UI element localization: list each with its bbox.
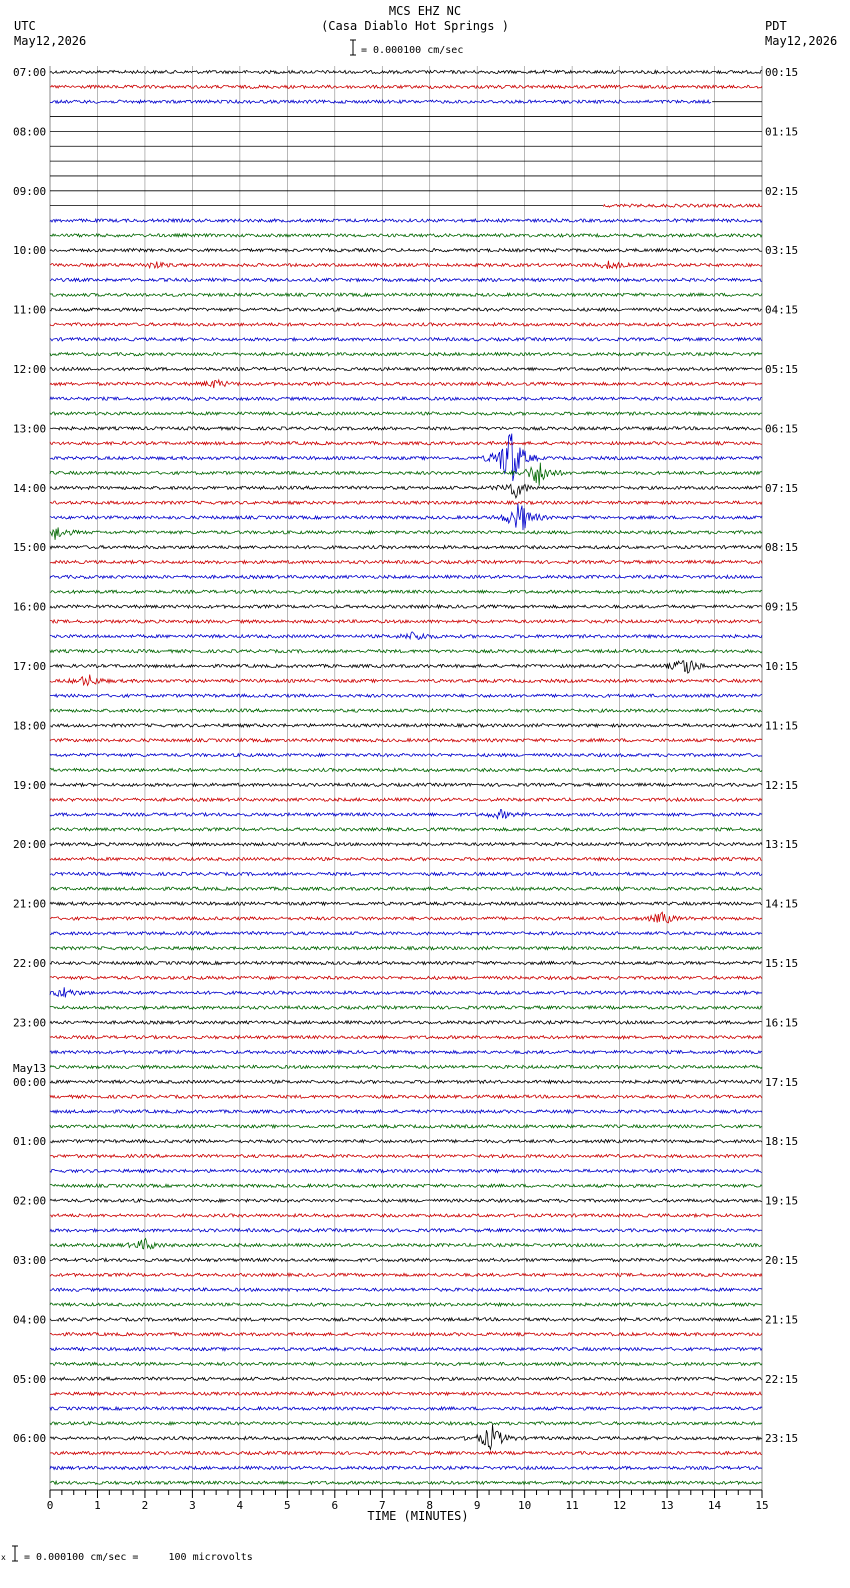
utc-label: 01:00 [13,1135,47,1149]
x-tick-label: 5 [284,1499,291,1512]
trace-lines [50,70,762,1484]
trace-25 [50,442,762,445]
trace-53 [50,858,762,861]
trace-92 [50,1424,762,1449]
x-tick-label: 9 [473,1499,481,1512]
trace-58 [50,932,762,935]
pdt-label: 17:15 [765,1075,799,1089]
x-tick-label: 8 [426,1499,434,1512]
pdt-label: 15:15 [765,957,799,970]
trace-12 [50,249,762,252]
trace-56 [50,902,762,905]
trace-37 [50,620,762,623]
trace-66 [50,1051,762,1054]
trace-67 [50,1065,762,1068]
trace-72 [50,1140,762,1143]
utc-label: 13:00 [13,422,47,436]
pdt-label: 03:15 [765,244,799,258]
utc-label: 05:00 [13,1372,47,1386]
trace-88 [50,1377,762,1380]
trace-29 [50,501,762,504]
utc-label: 10:00 [13,244,47,258]
header-scale-bar [350,40,463,56]
trace-40 [50,661,762,673]
utc-label: 08:00 [13,125,47,139]
trace-95 [50,1481,762,1484]
trace-0 [50,70,762,73]
trace-31 [50,527,762,540]
trace-27 [50,463,762,486]
trace-42 [50,694,762,697]
utc-label: 16:00 [13,600,47,614]
trace-30 [50,504,762,531]
pdt-label: 02:15 [765,184,799,198]
x-tick-label: 1 [94,1499,101,1512]
utc-date-label: May12,2026 [14,34,87,48]
utc-label: 02:00 [13,1194,47,1208]
trace-64 [50,1021,762,1024]
pdt-label: 00:15 [765,66,799,79]
pdt-label: 21:15 [765,1313,799,1327]
header-scale-text: = 0.000100 cm/sec [361,45,464,56]
utc-label: 09:00 [13,184,47,198]
trace-32 [50,546,762,549]
trace-93 [50,1452,762,1455]
trace-89 [50,1392,762,1395]
utc-label: 19:00 [13,778,47,792]
trace-59 [50,947,762,950]
x-tick-label: 10 [518,1499,532,1512]
x-tick-label: 2 [141,1499,149,1512]
pdt-label: 12:15 [765,778,799,792]
pdt-label: 16:15 [765,1016,799,1030]
utc-label: 17:00 [13,660,47,673]
utc-label: 20:00 [13,838,47,852]
trace-51 [50,828,762,831]
trace-15 [50,293,762,296]
trace-91 [50,1422,762,1425]
trace-75 [50,1184,762,1187]
trace-87 [50,1362,762,1365]
trace-83 [50,1303,762,1306]
utc-label: 03:00 [13,1254,47,1267]
trace-2 [50,100,711,103]
x-tick-label: 14 [707,1499,722,1512]
trace-13 [50,261,762,269]
utc-label: 11:00 [13,303,47,317]
vertical-gridlines [50,66,762,1493]
utc-label: 23:00 [13,1016,47,1030]
x-tick-label: 13 [660,1499,674,1512]
pdt-label: 04:15 [765,303,799,317]
utc-label: 14:00 [13,481,47,495]
trace-19 [50,353,762,356]
trace-77 [50,1214,762,1217]
trace-73 [50,1155,762,1158]
trace-80 [50,1258,762,1261]
trace-11 [50,234,762,237]
trace-52 [50,843,762,846]
location-subtitle: (Casa Diablo Hot Springs ) [321,19,509,33]
utc-label: 07:00 [13,66,47,79]
trace-1 [50,85,762,88]
footer-marker-icon: x [1,1553,6,1562]
pdt-time-labels [765,66,798,1445]
x-tick-label: 15 [755,1499,769,1512]
pdt-label: 06:15 [765,422,799,436]
trace-28 [50,484,762,498]
utc-label: 06:00 [13,1432,47,1446]
x-axis-label: TIME (MINUTES) [367,1509,469,1523]
utc-label: 04:00 [13,1313,47,1327]
trace-78 [50,1229,762,1232]
x-tick-label: 12 [612,1499,627,1512]
pdt-label: 23:15 [765,1432,799,1446]
x-tick-label: 11 [565,1499,579,1512]
footer-scale [1,1546,253,1563]
x-tick-label: 6 [331,1499,339,1512]
trace-20 [50,367,762,370]
footer-scale-text: = 0.000100 cm/sec = 100 microvolts [24,1552,253,1563]
pdt-label: 20:15 [765,1254,799,1267]
pdt-label: 19:15 [765,1194,799,1208]
pdt-zone-label: PDT [765,19,787,33]
trace-23 [50,412,762,415]
x-tick-label: 0 [46,1499,54,1512]
trace-76 [50,1199,762,1202]
trace-46 [50,754,762,757]
trace-17 [50,323,762,326]
trace-71 [50,1125,762,1128]
pdt-label: 07:15 [765,481,799,495]
pdt-label: 09:15 [765,600,799,614]
pdt-label: 11:15 [765,719,799,733]
pdt-label: 08:15 [765,541,799,555]
pdt-label: 05:15 [765,363,799,376]
trace-48 [50,783,762,786]
trace-14 [50,278,762,281]
pdt-label: 01:15 [765,125,799,139]
utc-label: 12:00 [13,363,47,376]
utc-label: 15:00 [13,541,47,555]
utc-label: 22:00 [13,957,47,970]
trace-18 [50,338,762,341]
pdt-label: 13:15 [765,838,799,852]
trace-38 [50,632,762,640]
utc-date-change-label: May13 [13,1061,47,1075]
trace-16 [50,308,762,311]
trace-43 [50,709,762,712]
trace-47 [50,768,762,771]
x-tick-label: 7 [378,1499,386,1512]
trace-35 [50,590,762,593]
trace-44 [50,724,762,727]
trace-57 [50,912,762,923]
utc-label: 18:00 [13,719,47,733]
trace-54 [50,872,762,875]
pdt-label: 14:15 [765,897,799,911]
trace-36 [50,605,762,608]
pdt-label: 10:15 [765,660,799,673]
trace-55 [50,887,762,890]
trace-86 [50,1348,762,1351]
trace-21 [50,380,762,388]
trace-62 [50,987,762,997]
trace-49 [50,798,762,801]
trace-70 [50,1110,762,1113]
x-tick-label: 4 [236,1499,244,1512]
trace-61 [50,976,762,979]
trace-84 [50,1318,762,1321]
trace-79 [50,1239,762,1249]
utc-time-labels [13,66,46,1445]
station-title: MCS EHZ NC [388,4,462,18]
trace-45 [50,739,762,742]
trace-69 [50,1095,762,1098]
trace-39 [50,650,762,653]
pdt-label: 18:15 [765,1135,799,1149]
trace-24 [50,427,762,430]
trace-90 [50,1407,762,1410]
trace-60 [50,961,762,964]
trace-85 [50,1333,762,1336]
trace-94 [50,1466,762,1469]
trace-65 [50,1036,762,1039]
trace-74 [50,1169,762,1172]
trace-63 [50,1006,762,1009]
utc-label: 00:00 [13,1075,47,1089]
pdt-date-label: May12,2026 [765,34,838,48]
utc-label: 21:00 [13,897,47,911]
utc-zone-label: UTC [14,19,36,33]
x-tick-label: 3 [189,1499,196,1512]
trace-50 [50,810,762,819]
pdt-label: 22:15 [765,1372,799,1386]
trace-68 [50,1080,762,1083]
trace-82 [50,1288,762,1291]
trace-34 [50,575,762,578]
trace-33 [50,561,762,564]
trace-9 [603,204,762,207]
trace-10 [50,219,762,222]
trace-22 [50,397,762,400]
trace-81 [50,1273,762,1276]
trace-41 [50,675,762,686]
